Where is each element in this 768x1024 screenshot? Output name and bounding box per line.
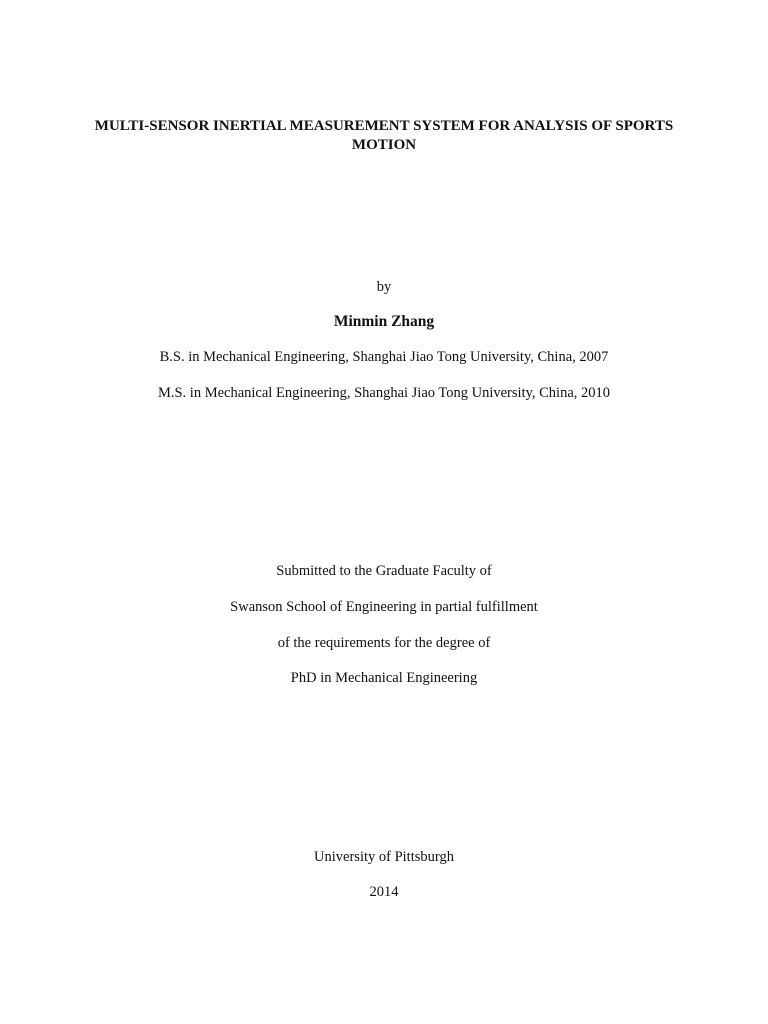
institution: University of Pittsburgh: [314, 849, 454, 865]
degree-bs: B.S. in Mechanical Engineering, Shanghai Jiao Tong University, China, 2007: [159, 349, 609, 365]
submission-line-3: of the requirements for the degree of: [277, 635, 491, 651]
degree-ms: M.S. in Mechanical Engineering, Shanghai Jiao Tong University, China, 2010: [157, 385, 611, 401]
submission-line-2: Swanson School of Engineering in partial fulfillment: [230, 599, 538, 615]
title-line-2: MOTION: [351, 137, 417, 153]
byline: by: [376, 279, 392, 295]
submission-line-4: PhD in Mechanical Engineering: [290, 670, 478, 686]
title-line-1: MULTI-SENSOR INERTIAL MEASUREMENT SYSTEM FOR ANALYSIS OF SPORTS: [94, 118, 674, 134]
submission-line-1: Submitted to the Graduate Faculty of: [276, 563, 492, 579]
document-title: [60, 117, 708, 155]
year: 2014: [369, 884, 399, 900]
author-name: Minmin Zhang: [333, 313, 435, 330]
